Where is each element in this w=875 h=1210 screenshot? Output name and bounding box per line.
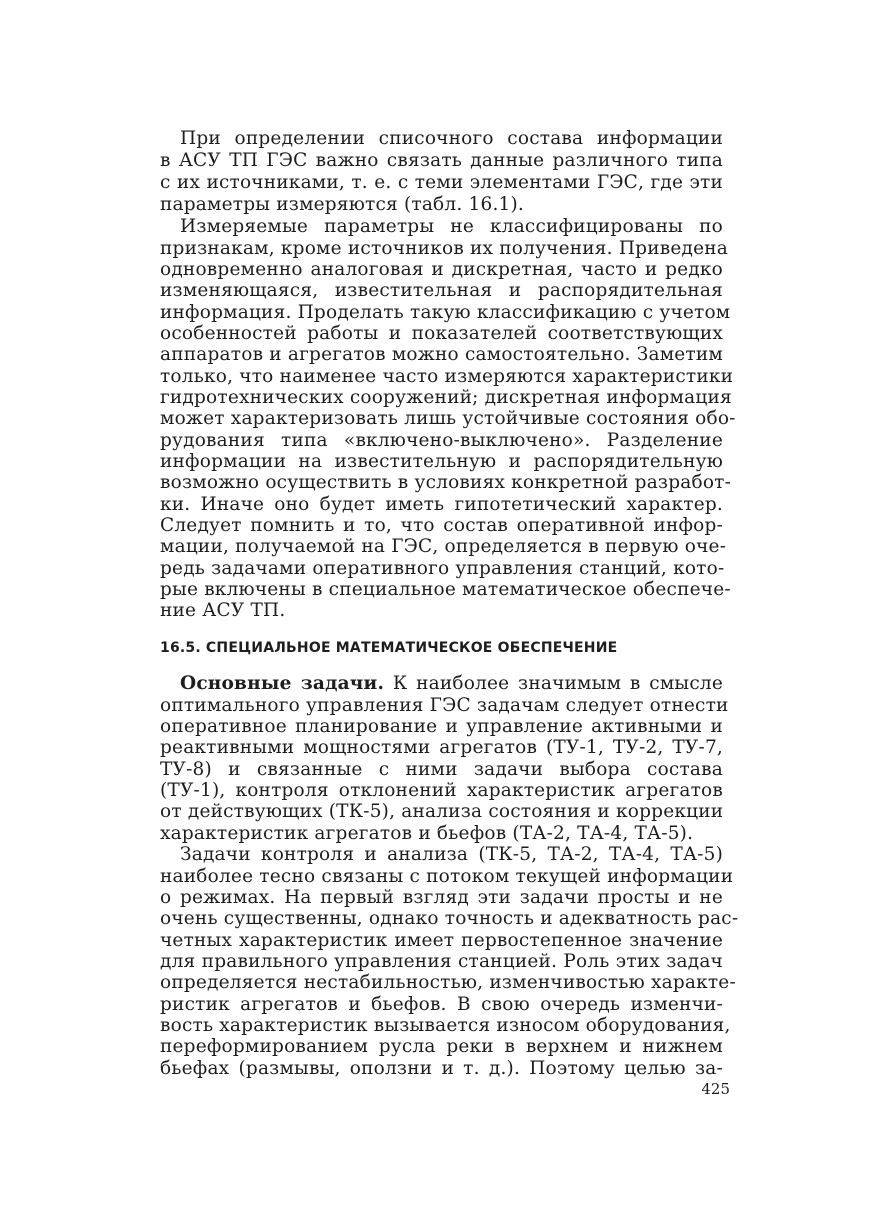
text-line: редь задачами оперативного управления станций, кото- xyxy=(160,558,725,579)
text-line: с их источниками, т. е. с теми элементами ГЭС, где эти xyxy=(160,172,723,193)
page-number: 425 xyxy=(701,1080,730,1098)
text-line: одновременно аналоговая и дискретная, часто и редко xyxy=(160,259,723,280)
text-line: информации на известительную и распорядительную xyxy=(160,451,723,472)
lead-phrase: Основные задачи. xyxy=(180,673,385,694)
text-line: ние АСУ ТП. xyxy=(160,600,286,621)
text-line: Измеряемые параметры не классифицированы по xyxy=(180,216,723,237)
text-line: мации, получаемой на ГЭС, определяется в первую оче- xyxy=(160,536,727,557)
text-line: гидротехнических сооружений; дискретная информация xyxy=(160,387,732,408)
text-line: рудования типа «включено-выключено». Разделение xyxy=(160,430,723,451)
text-line: для правильного управления станцией. Роль этих задач xyxy=(160,951,723,972)
text-line: аппаратов и агрегатов можно самостоятельно. Заметим xyxy=(160,344,723,365)
text-line: особенностей работы и показателей соответствующих xyxy=(160,323,723,344)
text-line: может характеризовать лишь устойчивые состояния обо- xyxy=(160,408,736,429)
text-line: в АСУ ТП ГЭС важно связать данные различного типа xyxy=(160,150,723,171)
text-line: бьефах (размывы, оползни и т. д.). Поэтому целью за- xyxy=(160,1058,723,1079)
text-line xyxy=(180,673,723,695)
text-line: оптимального управления ГЭС задачам следует отнести xyxy=(160,695,729,716)
text-line: оперативное планирование и управление активными и xyxy=(160,716,723,737)
text-line: определяется нестабильностью, изменчивостью характе- xyxy=(160,972,736,993)
section-heading: 16.5. СПЕЦИАЛЬНОЕ МАТЕМАТИЧЕСКОЕ ОБЕСПЕЧЕНИЕ xyxy=(160,640,618,656)
text-line: возможно осуществить в условиях конкретной разработ- xyxy=(160,472,732,493)
text-line: вость характеристик вызывается износом оборудования, xyxy=(160,1015,731,1036)
text-line: реактивными мощностями агрегатов (ТУ-1, ТУ-2, ТУ-7, xyxy=(160,737,723,758)
text-line: изменяющаяся, известительная и распорядительная xyxy=(160,280,723,301)
text-line: очень существенны, однако точность и адекватность рас- xyxy=(160,908,739,929)
text-line: признакам, кроме источников их получения. Приведена xyxy=(160,238,729,259)
text-line: ТУ-8) и связанные с ними задачи выбора состава xyxy=(160,759,723,780)
text-line: переформированием русла реки в верхнем и нижнем xyxy=(160,1036,723,1057)
text-line: четных характеристик имеет первостепенное значение xyxy=(160,930,723,951)
text-line: от действующих (ТК-5), анализа состояния и коррекции xyxy=(160,801,724,822)
text-line: характеристик агрегатов и бьефов (ТА-2, ТА-4, ТА-5). xyxy=(160,823,694,844)
text-line: (ТУ-1), контроля отклонений характеристик агрегатов xyxy=(160,780,723,801)
text-fragment: К наиболее значимым в смысле xyxy=(384,673,723,694)
text-line: параметры измеряются (табл. 16.1). xyxy=(160,194,524,215)
text-line: рые включены в специальное математическое обеспече- xyxy=(160,579,731,600)
text-line: только, что наименее часто измеряются характеристики xyxy=(160,366,734,387)
text-line: информация. Проделать такую классификацию с учетом xyxy=(160,302,731,323)
text-line: о режимах. На первый взгляд эти задачи просты и не xyxy=(160,887,723,908)
text-line: ристик агрегатов и бьефов. В свою очередь изменчи- xyxy=(160,994,723,1015)
text-line: наиболее тесно связаны с потоком текущей информации xyxy=(160,866,734,887)
text-line: При определении списочного состава информации xyxy=(180,128,723,149)
text-line: Задачи контроля и анализа (ТК-5, ТА-2, ТА-4, ТА-5) xyxy=(180,844,723,865)
text-line: ки. Иначе оно будет иметь гипотетический характер. xyxy=(160,494,723,515)
text-line: Следует помнить и то, что состав оперативной инфор- xyxy=(160,515,723,536)
